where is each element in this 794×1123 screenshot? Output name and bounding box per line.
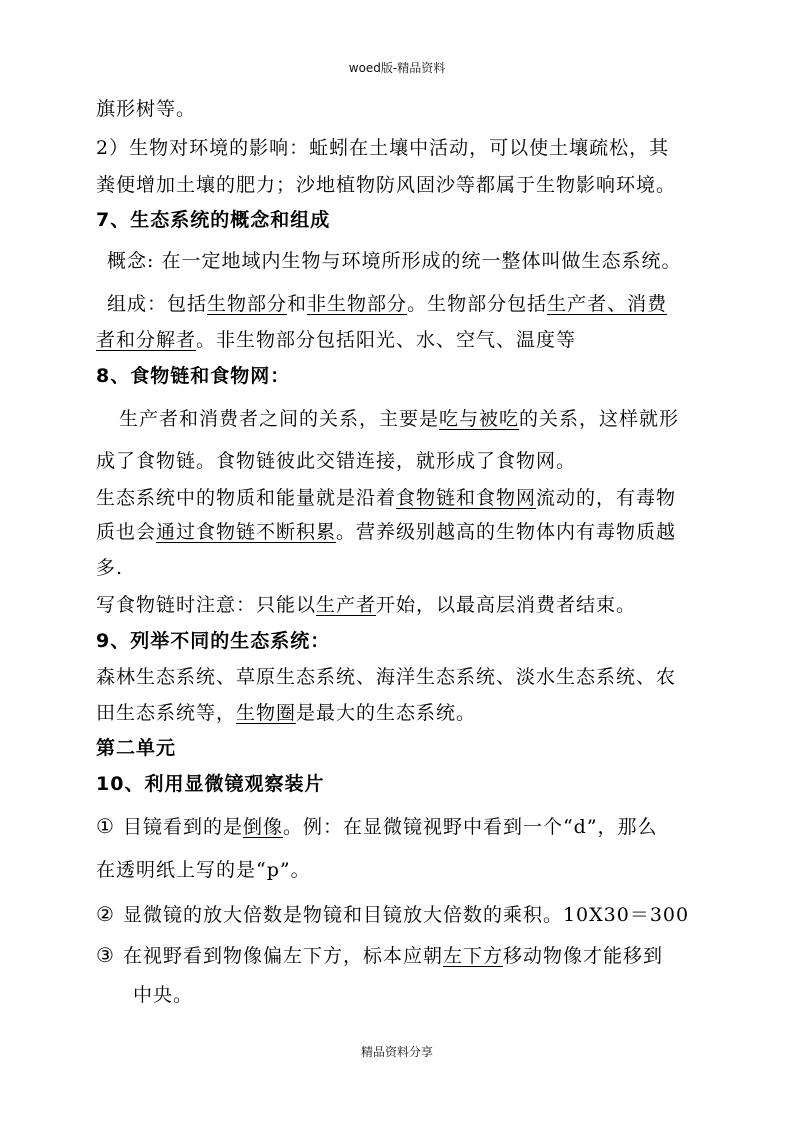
list-marker: ③ [96,943,115,967]
text-run: 多. [96,557,124,579]
text-line [96,593,636,617]
text-line [133,983,193,1007]
text-line [96,328,576,352]
section-heading [96,364,290,388]
underlined-term: 生产者 [316,594,377,616]
text-run: 组成：包括 [107,293,208,315]
underlined-term: 生物部分 [207,293,288,315]
text-run: 显微镜的放大倍数是物镜和目镜放大倍数的乘积。10X30＝300 [122,904,690,926]
text-run: 生态系统中的物质和能量就是沿着 [96,487,397,509]
text-run: 7、生态系统的概念和组成 [96,209,331,231]
text-line [96,665,676,689]
text-run: 。营养级别越高的生物体内有毒物质越 [336,521,677,543]
text-run: 流动的，有毒物 [536,487,677,509]
text-run: 旗形树等。 [96,98,197,120]
text-line [96,556,123,580]
text-run: 8、食物链和食物网： [96,365,291,387]
text-run: 。例：在显微镜视野中看到一个“d”，那么 [282,816,658,838]
text-run: 在视野看到物像偏左下方，标本应朝 [122,945,443,967]
unit-heading [96,736,176,760]
underlined-term: 生产者、消费 [547,293,668,315]
text-line [96,449,576,473]
text-run: 概念: 在一定地域内生物与环境所形成的统一整体叫做生态系统。 [107,250,682,272]
page-footer: 精品资料分享 [360,1045,433,1059]
underlined-term: 倒像 [242,816,283,838]
text-run: 和 [287,293,308,315]
text-run: 写食物链时注意：只能以 [96,594,317,616]
underlined-term: 非生物部分 [307,293,408,315]
page-header: woed版-精品资料 [348,61,446,75]
text-run: 是最大的生态系统。 [296,702,477,724]
text-run: 开始，以最高层消费者结束。 [376,594,637,616]
underlined-term: 者和分解者 [96,329,197,351]
text-run: 森林生态系统、草原生态系统、海洋生态系统、淡水生态系统、农 [96,666,677,688]
text-line [107,249,681,273]
text-run: 2）生物对环境的影响：蚯蚓在土壤中活动，可以使土壤疏松，其 [96,137,670,159]
list-item [96,902,689,927]
list-item [96,943,663,968]
text-run: 的关系，这样就形 [519,408,680,430]
text-run: 9、列举不同的生态系统： [96,630,331,652]
underlined-term: 吃与被吃 [439,408,520,430]
text-run: 目镜看到的是 [122,816,243,838]
text-run: 。非生物部分包括阳光、水、空气、温度等 [196,329,577,351]
text-run: 质也会 [96,521,157,543]
underlined-term: 生物圈 [236,702,297,724]
text-line [119,407,679,431]
text-line [96,136,669,160]
text-run: 。生物部分包括 [407,293,548,315]
text-line [96,520,676,544]
text-run: 成了食物链。食物链彼此交错连接，就形成了食物网。 [96,450,577,472]
list-marker: ① [96,814,115,838]
text-run: 移动物像才能移到 [502,945,663,967]
text-run: 田生态系统等， [96,702,237,724]
section-heading [96,629,330,653]
text-line [96,701,476,725]
underlined-term: 食物链和食物网 [396,487,537,509]
underlined-term: 通过食物链不断积累 [156,521,337,543]
section-heading [96,208,330,232]
text-line [96,97,196,121]
text-run: 生产者和消费者之间的关系，主要是 [119,408,440,430]
text-line [96,858,311,882]
list-marker: ② [96,902,115,926]
text-line [96,173,676,197]
text-line [107,292,667,316]
text-line [96,486,676,510]
text-run: 10、利用显微镜观察装片 [96,773,325,795]
text-run: 第二单元 [96,737,177,759]
section-heading [96,772,324,796]
text-run: 粪便增加土壤的肥力；沙地植物防风固沙等都属于生物影响环境。 [96,174,677,196]
underlined-term: 左下方 [442,945,503,967]
list-item [96,814,658,839]
text-run: 在透明纸上写的是“p”。 [96,859,311,881]
text-run: 中央。 [133,984,194,1006]
